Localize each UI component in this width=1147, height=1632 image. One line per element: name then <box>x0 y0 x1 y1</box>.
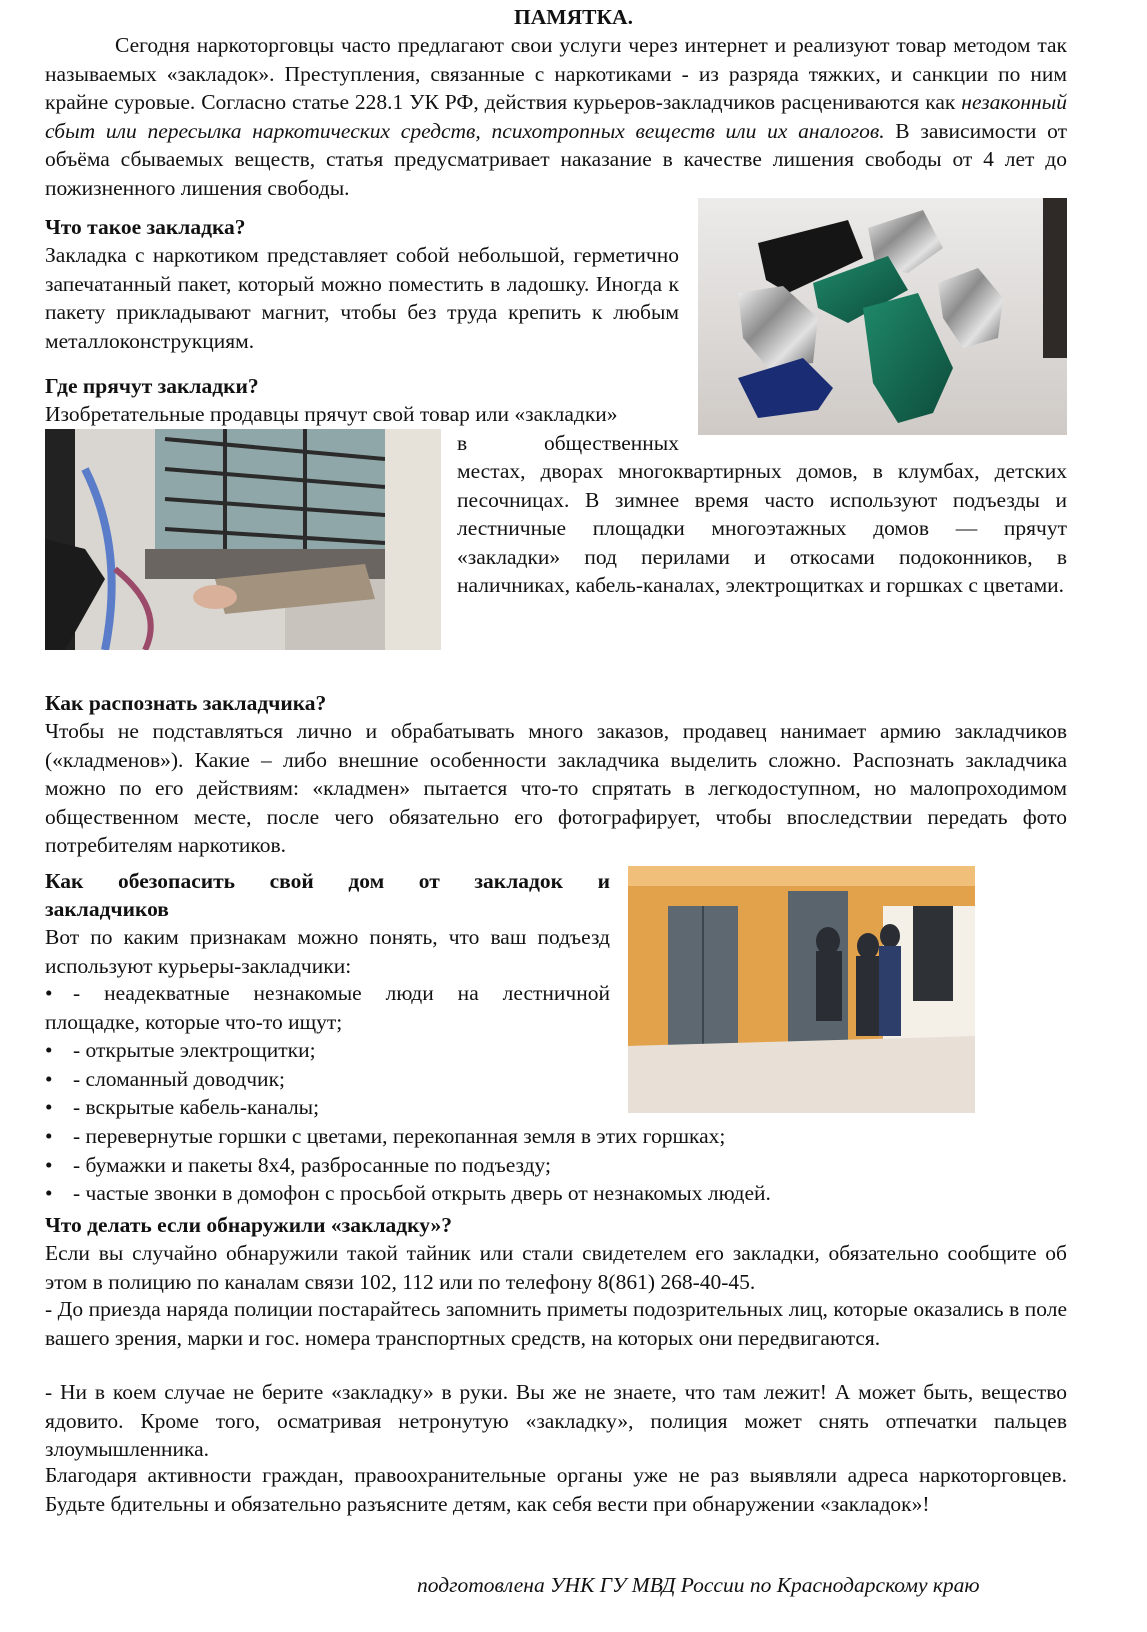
footer-credit: подготовлена УНК ГУ МВД России по Краснодарскому краю <box>417 1573 980 1597</box>
list-item-text: - бумажки и пакеты 8х4, разбросанные по подъезду; <box>73 1152 551 1177</box>
bullet-glyph: • <box>45 1038 53 1063</box>
intro-paragraph <box>45 31 1067 203</box>
intro-italic-text: незаконный сбыт или пересылка наркотических средств, психотропных веществ или их аналогов. <box>45 90 1067 143</box>
list-item <box>45 1179 1067 1208</box>
packets-illustration <box>698 198 1067 435</box>
bullet-glyph: • <box>45 1066 53 1091</box>
photo-drug-packets <box>698 198 1067 435</box>
section-text-protect-intro: Вот по каким признакам можно понять, что ваш подъезд используют курьеры-закладчики: <box>45 925 610 978</box>
list-item-text: - вскрытые кабель-каналы; <box>73 1095 320 1120</box>
section-heading-what-is: Что такое закладка? <box>45 215 246 239</box>
bullet-glyph: • <box>45 981 53 1005</box>
bullet-glyph: • <box>45 1123 53 1148</box>
section-text-recognize: Чтобы не подставляться лично и обрабатывать много заказов, продавец нанимает армию закладчиков («кладменов»). Какие – либо внешние особенности закладчика выделить сложно. Распознать закладчика можно по его действиям: «кладмен» пытается что-то спрятать в легкодоступном, но малопроходимом общественном месте, после чего обязательно его фотографирует, чтобы впоследствии передать фото потребителям наркотиков. <box>45 719 1067 858</box>
section-text-what-to-do-4: Благодаря активности граждан, правоохранительные органы уже не раз выявляли адреса наркоторговцев. Будьте бдительны и обязательно разъясните детям, как себя вести при обнаружении «закладок»! <box>45 1463 1067 1516</box>
list-item-text: - частые звонки в домофон с просьбой открыть дверь от незнакомых людей. <box>73 1181 771 1206</box>
section-text-where-line2: в общественных <box>457 431 679 455</box>
section-text-what-to-do-3: - Ни в коем случае не берите «закладку» в руки. Вы же не знаете, что там лежит! А может быть, вещество ядовито. Кроме того, осматривая нетронутую «закладку», полиция может снять отпечатки пальцев злоумышленника. <box>45 1380 1067 1462</box>
list-item-text: - перевернутые горшки с цветами, перекопанная земля в этих горшках; <box>73 1123 726 1148</box>
list-item <box>45 1036 1067 1065</box>
list-item <box>45 979 610 1036</box>
photo-window-hiding <box>45 429 441 650</box>
window-illustration <box>45 429 441 650</box>
intro-text-2: В зависимости от объёма сбываемых веществ, статья предусматривает наказание в качестве лишения свободы от 4 лет до пожизненного лишения свободы. <box>45 118 1067 200</box>
list-item-text: - неадекватные незнакомые люди на лестничной площадке, которые что-то ищут; <box>45 981 610 1034</box>
list-item <box>45 1093 1067 1122</box>
section-text-what-is: Закладка с наркотиком представляет собой небольшой, герметично запечатанный пакет, который можно поместить в ладошку. Иногда к пакету прикладывают магнит, чтобы без труда крепить к любым металлоконструкциям. <box>45 243 679 353</box>
list-item-text: - открытые электрощитки; <box>73 1038 316 1063</box>
section-heading-what-to-do: Что делать если обнаружили «закладку»? <box>45 1213 452 1237</box>
list-item <box>45 1151 1067 1180</box>
warning-signs-list <box>45 979 1067 1208</box>
section-heading-where-hidden: Где прячут закладки? <box>45 374 259 398</box>
list-item-text: - сломанный доводчик; <box>73 1066 285 1091</box>
section-text-what-to-do-1: Если вы случайно обнаружили такой тайник или стали свидетелем его закладки, обязательно сообщите об этом в полицию по каналам связи 102, 112 или по телефону 8(861) 268-40-45. <box>45 1241 1067 1294</box>
bullet-glyph: • <box>45 1181 53 1206</box>
section-text-where-line1: Изобретательные продавцы прячут свой товар или «закладки» <box>45 402 618 426</box>
intro-text-1: Сегодня наркоторговцы часто предлагают свои услуги через интернет и реализуют товар методом так называемых «закладок». Преступления, связанные с наркотиками - из разряда тяжких, и санкции по ним крайне суровые. Согласно статье 228.1 УК РФ, действия курьеров-закладчиков расцениваются как <box>45 33 1067 115</box>
section-heading-protect-line1: Как обезопасить свой дом от закладок и <box>45 869 610 893</box>
section-heading-protect-line2: закладчиков <box>45 897 169 921</box>
list-item <box>45 1122 1067 1151</box>
list-item <box>45 1065 1067 1094</box>
section-heading-recognize: Как распознать закладчика? <box>45 691 327 715</box>
bullet-glyph: • <box>45 1095 53 1120</box>
page-title: ПАМЯТКА. <box>514 5 633 29</box>
bullet-glyph: • <box>45 1152 53 1177</box>
section-text-where-hidden: местах, дворах многоквартирных домов, в клумбах, детских песочницах. В зимнее время часто используют подъезды и лестничные площадки многоэтажных домов — прячут «закладки» под перилами и откосами подоконников, в наличниках, кабель-каналах, электрощитках и горшках с цветами. <box>457 459 1067 598</box>
section-text-what-to-do-2: - До приезда наряда полиции постарайтесь запомнить приметы подозрительных лиц, которые оказались в поле вашего зрения, марки и гос. номера транспортных средств, на которых они передвигаются. <box>45 1297 1067 1350</box>
